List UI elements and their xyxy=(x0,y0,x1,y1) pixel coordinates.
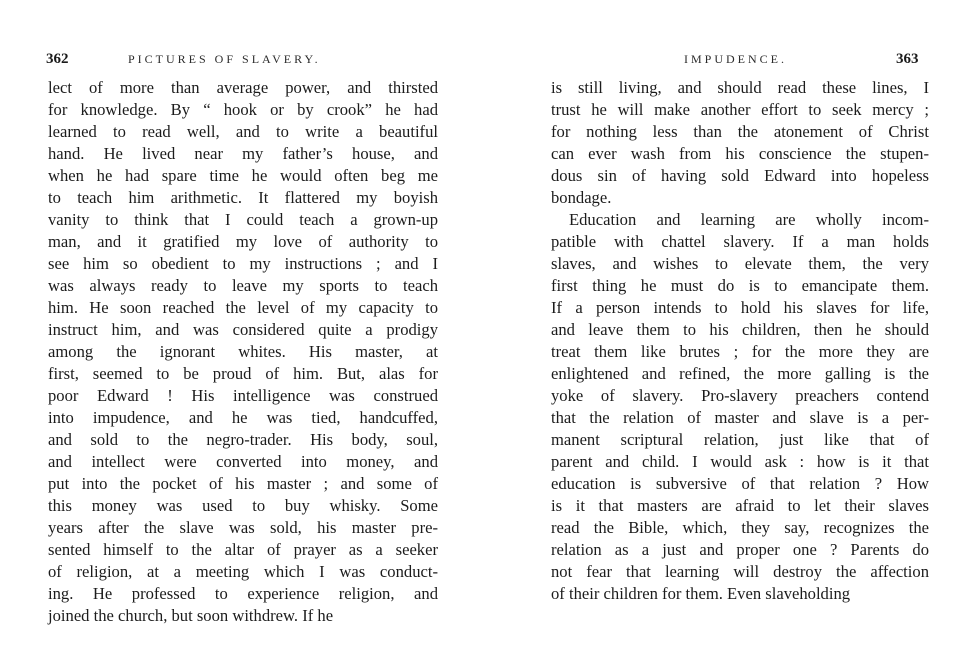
right-page xyxy=(490,0,980,668)
text-line: hand. He lived near my father’s house, and xyxy=(48,144,438,163)
text-line: can ever wash from his conscience the stupen- xyxy=(551,144,929,163)
text-line: poor Edward ! His intelligence was construed xyxy=(48,386,438,405)
text-line: instruct him, and was considered quite a prodigy xyxy=(48,320,438,339)
text-line: this money was used to buy whisky. Some xyxy=(48,496,438,515)
text-line: for knowledge. By “ hook or by crook” he had xyxy=(48,100,438,119)
text-line: of their children for them. Even slaveholding xyxy=(551,584,851,603)
paragraph-start-line: Education and learning are wholly incom- xyxy=(569,210,929,229)
text-line: and sold to the negro-trader. His body, soul, xyxy=(48,430,438,449)
text-line: see him so obedient to my instructions ; and I xyxy=(48,254,438,273)
text-line: man, and it gratified my love of authority to xyxy=(48,232,438,251)
right-running-title: IMPUDENCE. xyxy=(684,52,788,66)
text-line: when he had spare time he would often beg me xyxy=(48,166,438,185)
text-line: that the relation of master and slave is a per- xyxy=(551,408,929,427)
right-page-number: 363 xyxy=(896,51,919,67)
text-line: yoke of slavery. Pro-slavery preachers contend xyxy=(551,386,929,405)
text-line: first, seemed to be proud of him. But, alas for xyxy=(48,364,438,383)
text-line: lect of more than average power, and thirsted xyxy=(48,78,438,97)
text-line: manent scriptural relation, just like that of xyxy=(551,430,929,449)
text-line: ing. He professed to experience religion, and xyxy=(48,584,438,603)
right-body-text xyxy=(551,77,929,605)
left-running-title: PICTURES OF SLAVERY. xyxy=(128,52,321,66)
text-line: to teach him arithmetic. It flattered my boyish xyxy=(48,188,438,207)
text-line: If a person intends to hold his slaves for life, xyxy=(551,298,929,317)
text-line: parent and child. I would ask : how is it that xyxy=(551,452,929,471)
text-line: treat them like brutes ; for the more they are xyxy=(551,342,929,361)
text-line: joined the church, but soon withdrew. If he xyxy=(48,606,334,625)
text-line: vanity to think that I could teach a grown-up xyxy=(48,210,438,229)
text-line: learned to read well, and to write a beautiful xyxy=(48,122,438,141)
text-line: years after the slave was sold, his master pre- xyxy=(48,518,438,537)
text-line: first thing he must do is to emancipate them. xyxy=(551,276,929,295)
text-line: trust he will make another effort to seek mercy ; xyxy=(551,100,929,119)
text-line: is still living, and should read these lines, I xyxy=(551,78,929,97)
text-line: enlightened and refined, the more galling is the xyxy=(551,364,929,383)
text-line: for nothing less than the atonement of Christ xyxy=(551,122,929,141)
text-line: sented himself to the altar of prayer as a seeker xyxy=(48,540,438,559)
text-line: put into the pocket of his master ; and some of xyxy=(48,474,438,493)
paragraph-end-line: bondage. xyxy=(551,188,612,207)
text-line: and intellect were converted into money, and xyxy=(48,452,438,471)
text-line: not fear that learning will destroy the affection xyxy=(551,562,929,581)
left-body-text xyxy=(48,77,438,627)
text-line: and leave them to his children, then he should xyxy=(551,320,929,339)
text-line: into impudence, and he was tied, handcuffed, xyxy=(48,408,438,427)
text-line: of religion, at a meeting which I was conduct- xyxy=(48,562,438,581)
text-line: among the ignorant whites. His master, at xyxy=(48,342,438,361)
left-page-number: 362 xyxy=(46,51,69,67)
text-line: dous sin of having sold Edward into hopeless xyxy=(551,166,929,185)
text-line: was always ready to leave my sports to teach xyxy=(48,276,438,295)
text-line: patible with chattel slavery. If a man holds xyxy=(551,232,929,251)
text-line: relation as a just and proper one ? Parents do xyxy=(551,540,929,559)
text-line: read the Bible, which, they say, recognizes the xyxy=(551,518,929,537)
text-line: is it that masters are afraid to let their slaves xyxy=(551,496,929,515)
text-line: education is subversive of that relation ? How xyxy=(551,474,929,493)
text-line: slaves, and wishes to elevate them, the very xyxy=(551,254,929,273)
text-line: him. He soon reached the level of my capacity to xyxy=(48,298,438,317)
